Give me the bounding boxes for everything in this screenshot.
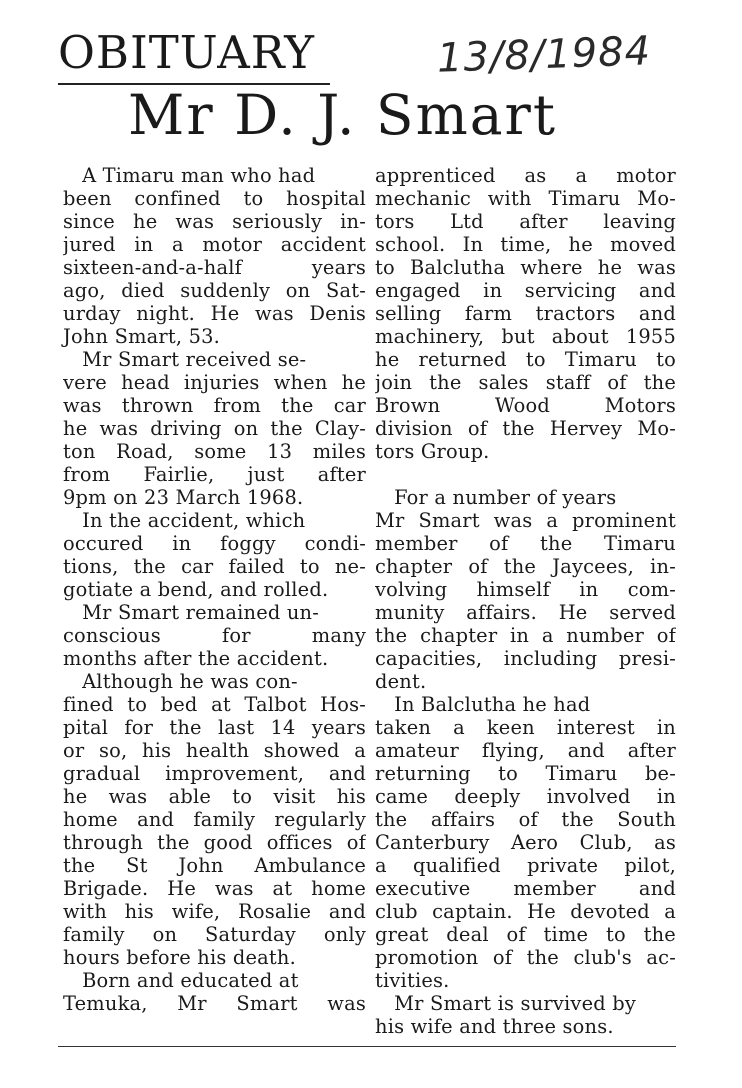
article-text-line: jured in a motor accident xyxy=(63,233,366,256)
article-text-line: munity affairs. He served xyxy=(375,601,676,624)
article-text-line: member of the Timaru xyxy=(375,532,676,555)
article-text-line: tions, the car failed to ne- xyxy=(63,555,366,578)
article-text-line: the chapter in a number of xyxy=(375,624,676,647)
article-text-line: Brigade. He was at home xyxy=(63,877,366,900)
article-text-line: Mr Smart was a prominent xyxy=(375,509,676,532)
article-text-line: volving himself in com- xyxy=(375,578,676,601)
article-text-line: home and family regularly xyxy=(63,808,366,831)
article-text-line: family on Saturday only xyxy=(63,923,366,946)
article-text-line: to Balclutha where he was xyxy=(375,256,676,279)
article-text-line: from Fairlie, just after xyxy=(63,463,366,486)
article-text-line: great deal of time to the xyxy=(375,923,676,946)
article-text-line: executive member and xyxy=(375,877,676,900)
article-text-line: a qualified private pilot, xyxy=(375,854,676,877)
article-text-line: apprenticed as a motor xyxy=(375,164,676,187)
article-text-line: returning to Timaru be- xyxy=(375,762,676,785)
article-text-line: amateur flying, and after xyxy=(375,739,676,762)
article-text-line: join the sales staff of the xyxy=(375,371,676,394)
article-text-line: Mr Smart is survived by xyxy=(375,992,636,1015)
article-text-line: the St John Ambulance xyxy=(63,854,366,877)
article-column-right xyxy=(375,164,676,1038)
article-text-line: selling farm tractors and xyxy=(375,302,676,325)
section-heading: OBITUARY xyxy=(58,26,315,79)
bottom-rule xyxy=(58,1046,676,1047)
article-text-line: Although he was con- xyxy=(63,670,298,693)
article-text-line: division of the Hervey Mo- xyxy=(375,417,676,440)
article-text-line: tors Ltd after leaving xyxy=(375,210,676,233)
article-text-line: months after the accident. xyxy=(63,647,329,670)
article-text-line: tivities. xyxy=(375,969,450,992)
article-text-line: vere head injuries when he xyxy=(63,371,366,394)
article-text-line: dent. xyxy=(375,670,427,693)
article-text-line: capacities, including presi- xyxy=(375,647,676,670)
article-text-line: machinery, but about 1955 xyxy=(375,325,676,348)
article-column-left xyxy=(63,164,366,1015)
article-text-line: promotion of the club's ac- xyxy=(375,946,676,969)
article-text-line: A Timaru man who had xyxy=(63,164,316,187)
article-text-line: he was driving on the Clay- xyxy=(63,417,366,440)
article-text-line: ton Road, some 13 miles xyxy=(63,440,366,463)
article-text-line: been confined to hospital xyxy=(63,187,366,210)
article-text-line: chapter of the Jaycees, in- xyxy=(375,555,676,578)
article-text-line: hours before his death. xyxy=(63,946,296,969)
article-text-line: Canterbury Aero Club, as xyxy=(375,831,676,854)
article-text-line: In Balclutha he had xyxy=(375,693,591,716)
article-text-line: Born and educated at xyxy=(63,969,299,992)
article-text-line: fined to bed at Talbot Hos- xyxy=(63,693,366,716)
article-text-line: he returned to Timaru to xyxy=(375,348,676,371)
article-text-line: club captain. He devoted a xyxy=(375,900,676,923)
article-text-line: Mr Smart remained un- xyxy=(63,601,319,624)
article-text-line: through the good offices of xyxy=(63,831,366,854)
article-text-line: he was able to visit his xyxy=(63,785,366,808)
article-text-line: tors Group. xyxy=(375,440,490,463)
article-text-line: John Smart, 53. xyxy=(63,325,221,348)
article-text-line: mechanic with Timaru Mo- xyxy=(375,187,676,210)
article-text-line: pital for the last 14 years xyxy=(63,716,366,739)
article-text-line: Temuka, Mr Smart was xyxy=(63,992,366,1015)
article-text-line: was thrown from the car xyxy=(63,394,366,417)
article-text-line: his wife and three sons. xyxy=(375,1015,614,1038)
handwritten-date: 13/8/1984 xyxy=(436,28,652,82)
article-text-line: 9pm on 23 March 1968. xyxy=(63,486,304,509)
article-text-line: In the accident, which xyxy=(63,509,306,532)
article-text-line: For a number of years xyxy=(375,486,617,509)
article-text-line: Mr Smart received se- xyxy=(63,348,307,371)
article-text-line xyxy=(375,463,676,486)
article-text-line: engaged in servicing and xyxy=(375,279,676,302)
article-text-line: sixteen-and-a-half years xyxy=(63,256,366,279)
article-text-line: ago, died suddenly on Sat- xyxy=(63,279,366,302)
article-text-line: conscious for many xyxy=(63,624,366,647)
article-text-line: since he was seriously in- xyxy=(63,210,366,233)
article-text-line: or so, his health showed a xyxy=(63,739,366,762)
article-text-line: gotiate a bend, and rolled. xyxy=(63,578,329,601)
article-text-line: came deeply involved in xyxy=(375,785,676,808)
article-text-line: taken a keen interest in xyxy=(375,716,676,739)
article-text-line: with his wife, Rosalie and xyxy=(63,900,366,923)
article-text-line: school. In time, he moved xyxy=(375,233,676,256)
article-headline: Mr D. J. Smart xyxy=(128,83,557,147)
article-text-line: occured in foggy condi- xyxy=(63,532,366,555)
article-text-line: urday night. He was Denis xyxy=(63,302,366,325)
article-text-line: gradual improvement, and xyxy=(63,762,366,785)
article-text-line: Brown Wood Motors xyxy=(375,394,676,417)
article-text-line: the affairs of the South xyxy=(375,808,676,831)
